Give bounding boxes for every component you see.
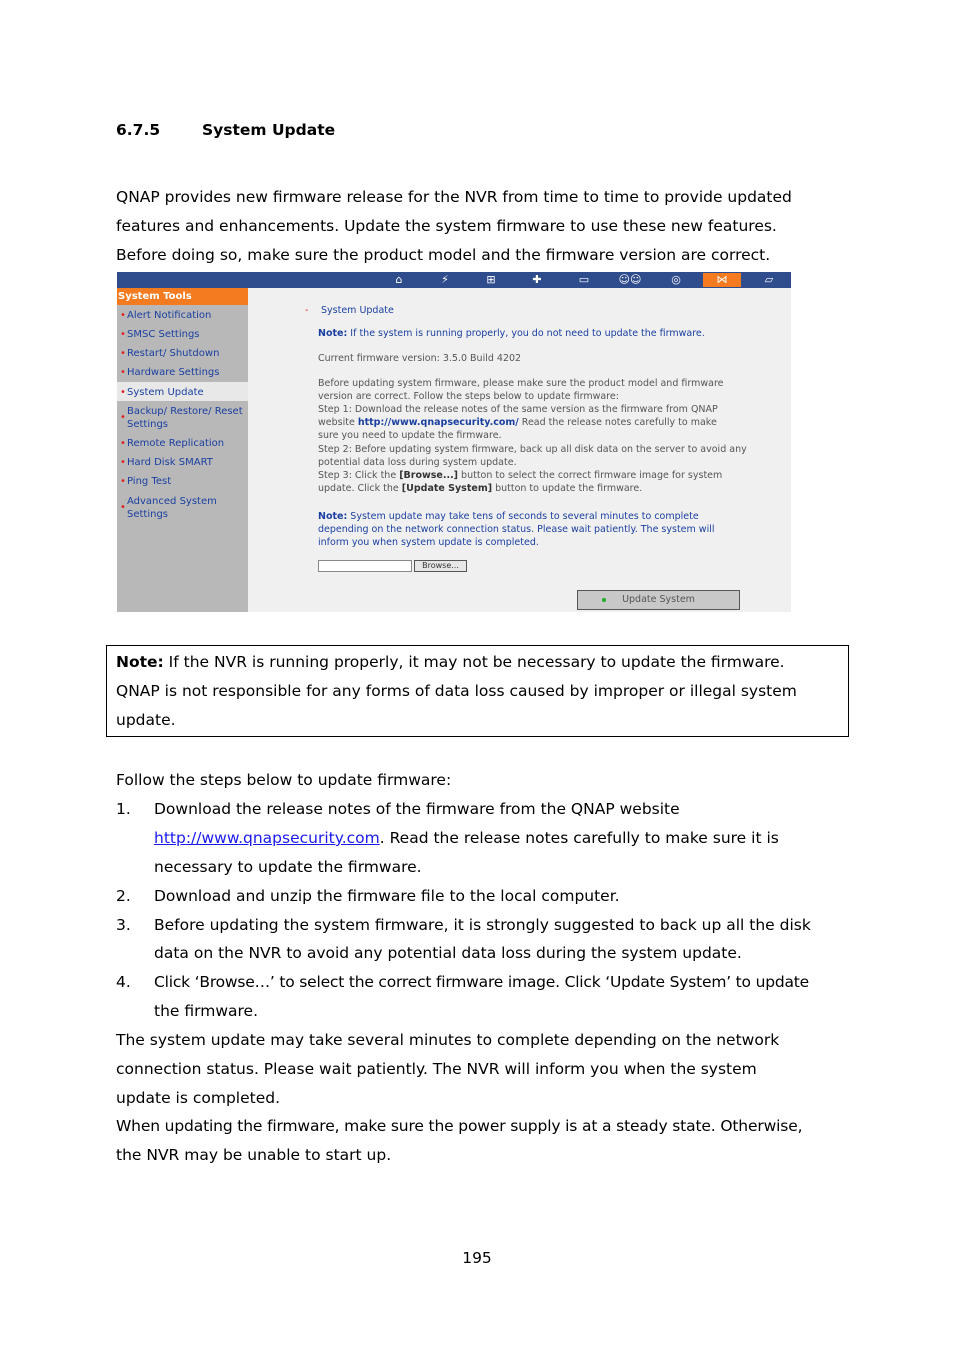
body-line-4: website http://www.qnapsecurity.com/ Read the release notes carefully to make: [318, 417, 717, 428]
content-panel: [248, 288, 791, 612]
body-line-9: update. Click the [Update System] button to update the firmware.: [318, 483, 643, 494]
camera-icon[interactable]: ◎: [671, 273, 681, 286]
sidebar-item-restart-shutdown[interactable]: • Restart/ Shutdown: [120, 348, 220, 359]
firmware-file-input[interactable]: [318, 560, 412, 572]
logout-icon[interactable]: ▱: [764, 273, 774, 286]
system-tools-icon[interactable]: ⋈: [703, 273, 741, 287]
section-heading: [116, 121, 335, 139]
step-1-line-3: necessary to update the firmware.: [154, 858, 422, 876]
note-2-line-3: inform you when system update is completed.: [318, 537, 539, 548]
step-3-line-1: Before updating the system firmware, it is strongly suggested to back up all the disk: [154, 916, 811, 934]
home-icon[interactable]: ⌂: [395, 273, 403, 286]
sidebar-item-hard-disk-smart[interactable]: • Hard Disk SMART: [120, 457, 213, 468]
body-line-1: Before updating system firmware, please make sure the product model and firmware: [318, 378, 724, 389]
sidebar-item-ping-test[interactable]: • Ping Test: [120, 476, 172, 487]
sidebar-item-hardware-settings[interactable]: • Hardware Settings: [120, 367, 220, 378]
users-icon[interactable]: ☺☺: [618, 273, 642, 286]
step-4-line-2: the firmware.: [154, 1002, 258, 1020]
sidebar: [117, 288, 248, 612]
intro-line-1: QNAP provides new firmware release for the NVR from time to time to provide updated: [116, 188, 792, 206]
sidebar-item-system-update[interactable]: • System Update: [117, 382, 248, 401]
sidebar-item-alert-notification[interactable]: • Alert Notification: [120, 310, 212, 321]
step-2-line-1: Download and unzip the firmware file to the local computer.: [154, 887, 620, 905]
browse-button[interactable]: Browse...: [414, 560, 467, 572]
sidebar-item-advanced-system-settings[interactable]: • Advanced System Settings: [120, 496, 217, 520]
step-3-line-2: data on the NVR to avoid any potential data loss during the system update.: [154, 944, 742, 962]
note-2-line-2: depending on the network connection status. Please wait patiently. The system will: [318, 524, 715, 535]
closing-line-5: the NVR may be unable to start up.: [116, 1146, 392, 1164]
steps-intro: Follow the steps below to update firmware:: [116, 771, 452, 789]
page-number: 195: [462, 1249, 492, 1267]
body-line-3: Step 1: Download the release notes of the same version as the firmware from QNAP: [318, 404, 718, 415]
plugin-icon[interactable]: ✚: [532, 273, 542, 286]
title-marker: -: [305, 305, 309, 316]
step-4-line-1: Click ‘Browse…’ to select the correct firmware image. Click ‘Update System’ to update: [154, 973, 809, 991]
body-line-6: Step 2: Before updating system firmware, back up all disk data on the server to avoid any: [318, 444, 747, 455]
note-box-line-2: QNAP is not responsible for any forms of data loss caused by improper or illegal system: [116, 682, 797, 700]
toolbar: [117, 272, 791, 288]
closing-line-4: When updating the firmware, make sure the power supply is at a steady state. Otherwise,: [116, 1117, 803, 1135]
note-1: Note: If the system is running properly, you do not need to update the firmware.: [318, 328, 705, 339]
current-firmware-version: Current firmware version: 3.5.0 Build 4202: [318, 353, 522, 364]
note-box-line-1: Note: If the NVR is running properly, it may not be necessary to update the firmware.: [116, 653, 785, 671]
sidebar-title: System Tools: [117, 288, 248, 305]
body-line-7: potential data loss during system update.: [318, 457, 517, 468]
step-1-line-1: Download the release notes of the firmware from the QNAP website: [154, 800, 680, 818]
body-line-8: Step 3: Click the [Browse...] button to select the correct firmware image for system: [318, 470, 723, 481]
step-1-line-2: http://www.qnapsecurity.com. Read the release notes carefully to make sure it is: [154, 829, 779, 847]
qnap-website-link[interactable]: http://www.qnapsecurity.com: [154, 829, 380, 847]
step-1-number: 1.: [116, 800, 131, 818]
closing-line-1: The system update may take several minutes to complete depending on the network: [116, 1031, 780, 1049]
status-led-icon: [602, 598, 606, 602]
sidebar-item-backup-restore-reset[interactable]: • Backup/ Restore/ Reset Settings: [120, 406, 243, 430]
sidebar-item-remote-replication[interactable]: • Remote Replication: [120, 438, 225, 449]
disk-icon[interactable]: ▭: [578, 273, 590, 286]
closing-line-2: connection status. Please wait patiently. The NVR will inform you when the system: [116, 1060, 757, 1078]
step-2-number: 2.: [116, 887, 131, 905]
content-title: System Update: [321, 305, 394, 316]
closing-line-3: update is completed.: [116, 1089, 281, 1107]
device-icon[interactable]: ⊞: [486, 273, 496, 286]
website-link[interactable]: http://www.qnapsecurity.com/: [357, 417, 519, 428]
body-line-5: sure you need to update the firmware.: [318, 430, 502, 441]
step-4-number: 4.: [116, 973, 131, 991]
system-update-screenshot: [117, 272, 791, 612]
intro-line-2: features and enhancements. Update the system firmware to use these new features.: [116, 217, 777, 235]
sidebar-item-smsc-settings[interactable]: • SMSC Settings: [120, 329, 200, 340]
intro-line-3: Before doing so, make sure the product model and the firmware version are correct.: [116, 246, 771, 264]
note-2-line-1: Note: System update may take tens of seconds to several minutes to complete: [318, 511, 699, 522]
section-title: System Update: [202, 121, 336, 139]
section-number: 6.7.5: [116, 121, 161, 139]
note-box-line-3: update.: [116, 711, 176, 729]
update-system-button[interactable]: Update System: [577, 590, 740, 610]
body-line-2: version are correct. Follow the steps below to update firmware:: [318, 391, 619, 402]
step-3-number: 3.: [116, 916, 131, 934]
network-icon[interactable]: ⚡: [441, 273, 449, 286]
